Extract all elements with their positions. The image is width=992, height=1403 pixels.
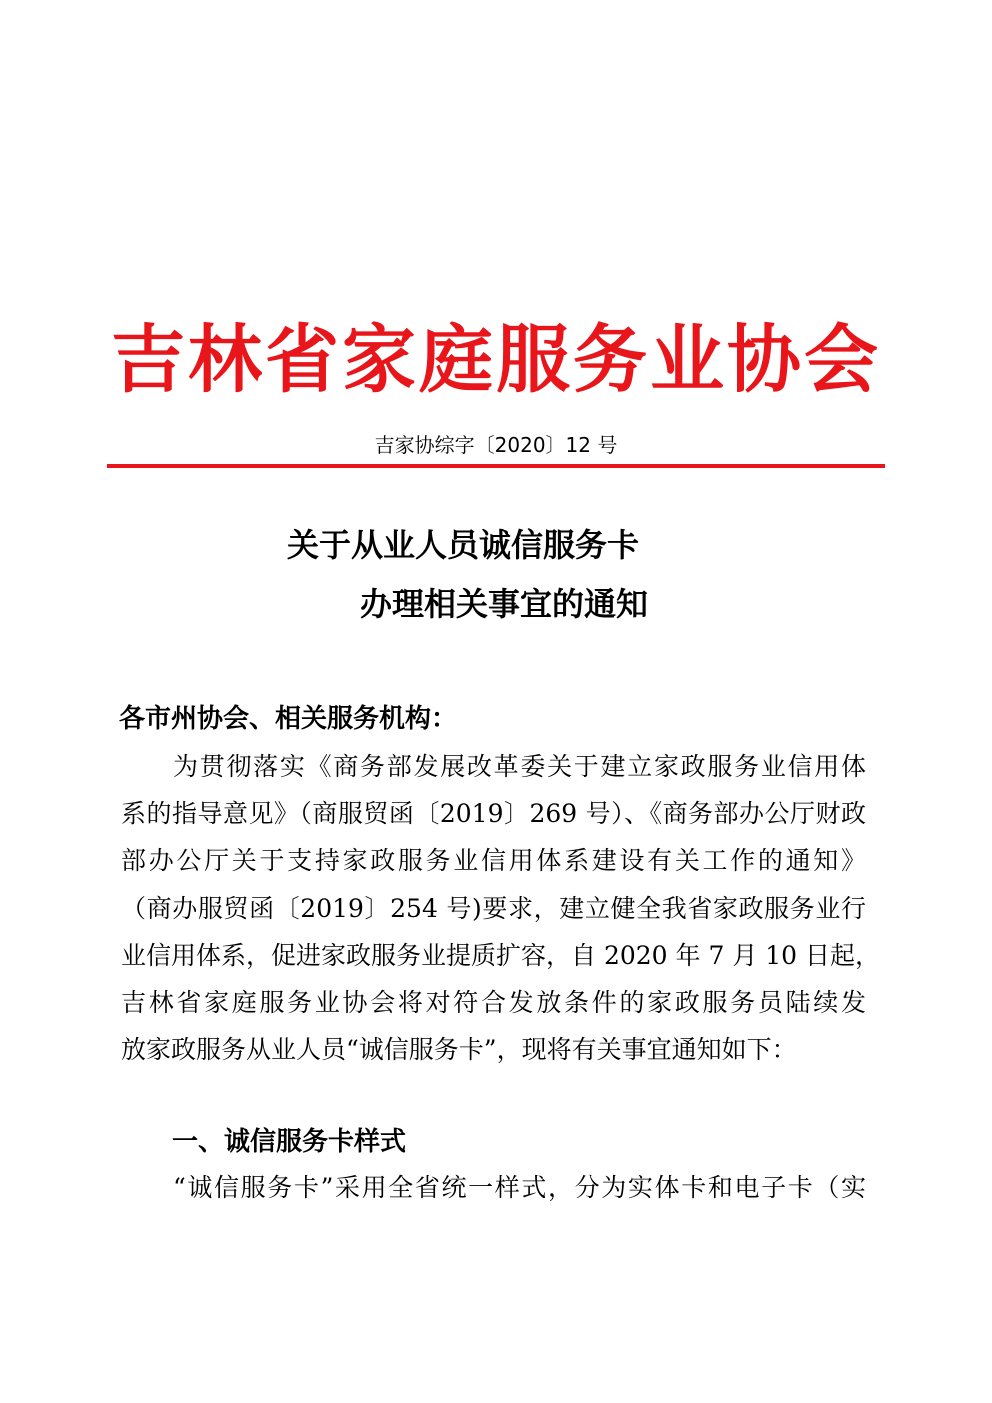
paragraph-line: 为贯彻落实《商务部发展改革委关于建立家政服务业信用体: [173, 752, 866, 781]
document-title-line-2: 办理相关事宜的通知: [360, 585, 649, 623]
paragraph-line: 系的指导意见》（商服贸函〔2019〕269 号）、《商务部办公厅财政: [121, 799, 866, 828]
organization-name: 吉林省家庭服务业协会: [111, 317, 881, 403]
paragraph-line: （商办服贸函〔2019〕254 号)要求，建立健全我省家政服务业行: [121, 894, 866, 923]
paragraph-line: “诚信服务卡”采用全省统一样式，分为实体卡和电子卡（实: [173, 1173, 866, 1202]
document-number: 吉家协综字〔2020〕12 号: [374, 433, 618, 457]
paragraph-line: 吉林省家庭服务业协会将对符合发放条件的家政服务员陆续发: [121, 988, 866, 1017]
paragraph-line: 放家政服务从业人员“诚信服务卡”，现将有关事宜通知如下：: [121, 1035, 797, 1064]
paragraph-line: 部办公厅关于支持家政服务业信用体系建设有关工作的通知》: [121, 846, 866, 875]
header-divider: [107, 464, 885, 468]
document-title-line-1: 关于从业人员诚信服务卡: [287, 526, 640, 564]
salutation: 各市州协会、相关服务机构：: [119, 704, 458, 734]
section-heading: 一、诚信服务卡样式: [172, 1127, 407, 1157]
paragraph-line: 业信用体系，促进家政服务业提质扩容，自 2020 年 7 月 10 日起，: [121, 941, 881, 970]
